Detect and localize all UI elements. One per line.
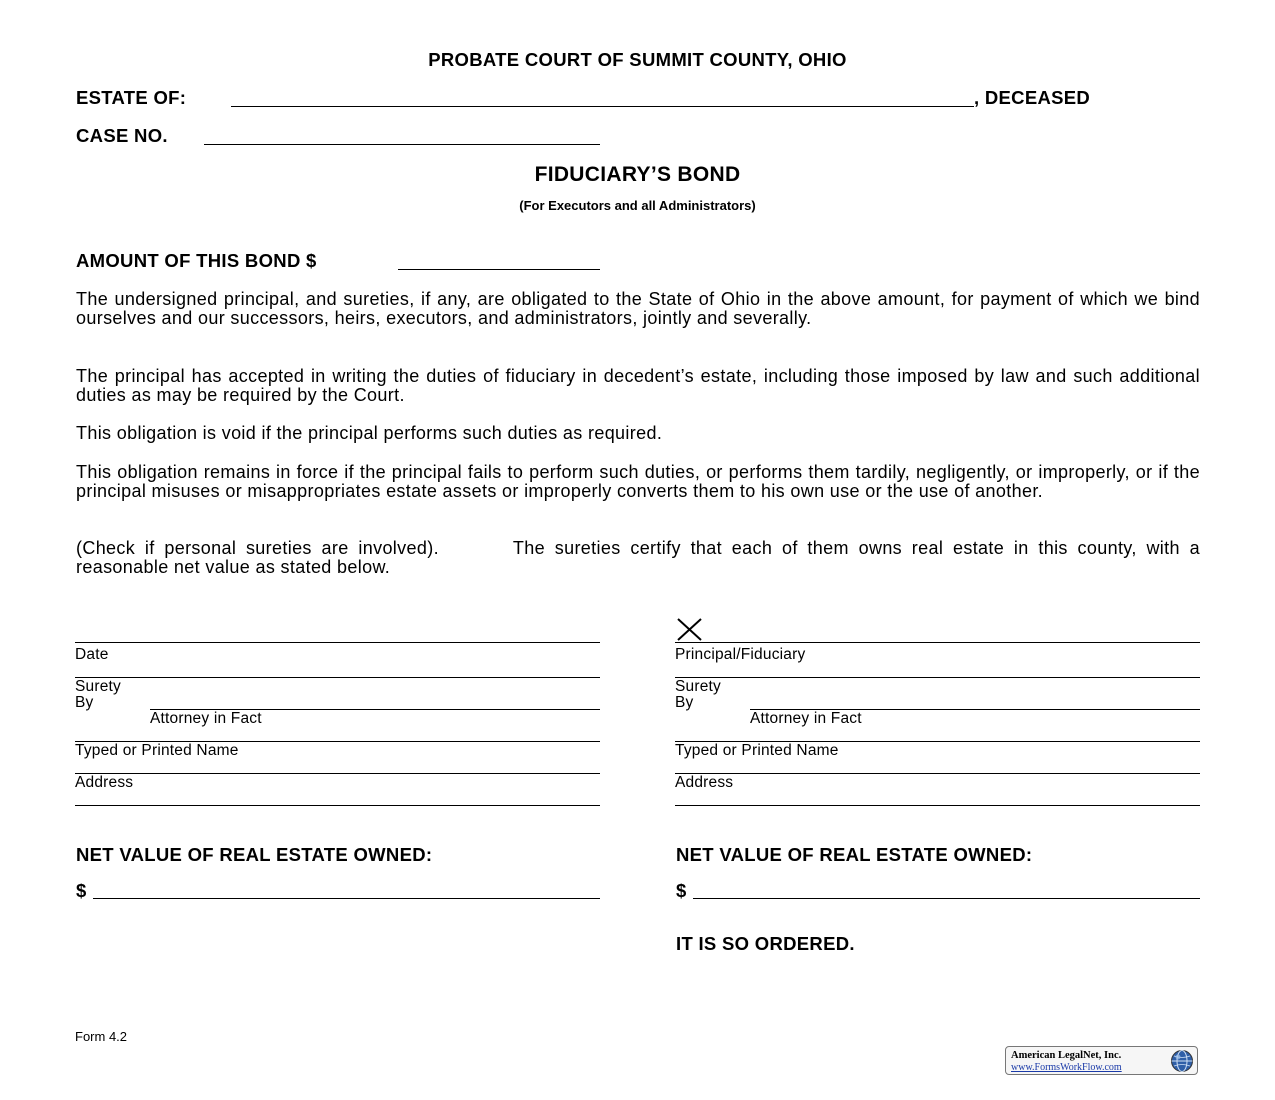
court-name: PROBATE COURT OF SUMMIT COUNTY, OHIO	[428, 49, 847, 70]
right-address-line[interactable]	[675, 773, 1200, 774]
right-surety-label: Surety	[675, 678, 721, 695]
principal-label: Principal/Fiduciary	[675, 646, 806, 663]
left-net-value-heading: NET VALUE OF REAL ESTATE OWNED:	[76, 844, 433, 865]
left-net-value-field[interactable]	[93, 898, 600, 899]
right-by-label: By	[675, 694, 694, 711]
right-typed-name-label: Typed or Printed Name	[675, 742, 839, 759]
case-number-label: CASE NO.	[76, 125, 168, 146]
estate-name-field[interactable]	[231, 106, 974, 107]
sureties-certify-text: The sureties certify that each of them owns real estate in this county, with a reasonable net value as stated below.	[76, 538, 1200, 578]
right-dollar-sign: $	[676, 880, 687, 901]
right-surety-top-line	[675, 677, 1200, 678]
right-address-line-2[interactable]	[675, 805, 1200, 806]
signature-x-mark	[676, 617, 704, 643]
duties-paragraph: The principal has accepted in writing the duties of fiduciary in decedent’s estate, including those imposed by law and such additional duties as may be required by the Court.	[76, 366, 1200, 406]
sureties-paragraph	[76, 539, 1200, 577]
left-surety-label: Surety	[75, 678, 121, 695]
form-title: FIDUCIARY’S BOND	[534, 163, 741, 186]
left-address-line-2[interactable]	[75, 805, 600, 806]
deceased-label: , DECEASED	[974, 87, 1091, 108]
right-net-value-heading: NET VALUE OF REAL ESTATE OWNED:	[676, 844, 1033, 865]
logo-website-link[interactable]: www.FormsWorkFlow.com	[1011, 1062, 1122, 1073]
right-net-value-field[interactable]	[693, 898, 1200, 899]
left-by-label: By	[75, 694, 94, 711]
force-paragraph: This obligation remains in force if the principal fails to perform such duties, or performs them tardily, negligently, or improperly, or if the principal misuses or misappropriates estate assets or improperly converts them to his own use or the use of another.	[76, 462, 1200, 502]
right-attorney-label: Attorney in Fact	[750, 710, 862, 727]
logo-company-name: American LegalNet, Inc.	[1011, 1050, 1122, 1061]
left-surety-top-line	[75, 677, 600, 678]
so-ordered-text: IT IS SO ORDERED.	[676, 933, 855, 954]
left-address-line[interactable]	[75, 773, 600, 774]
form-subtitle: (For Executors and all Administrators)	[519, 198, 756, 213]
left-address-label: Address	[75, 774, 134, 791]
x-icon	[676, 617, 704, 643]
obligation-paragraph: The undersigned principal, and sureties, if any, are obligated to the State of Ohio in the above amount, for payment of which we bind ourselves and our successors, heirs, executors, and administrators, jointly and severally.	[76, 289, 1200, 329]
estate-label: ESTATE OF:	[76, 87, 187, 108]
sureties-check-label: (Check if personal sureties are involved).	[76, 538, 439, 558]
globe-icon	[1170, 1049, 1194, 1073]
date-label: Date	[75, 646, 109, 663]
left-dollar-sign: $	[76, 880, 87, 901]
void-paragraph: This obligation is void if the principal performs such duties as required.	[76, 423, 663, 443]
left-typed-name-label: Typed or Printed Name	[75, 742, 239, 759]
bond-amount-label: AMOUNT OF THIS BOND $	[76, 250, 317, 271]
case-number-field[interactable]	[204, 144, 600, 145]
bond-amount-field[interactable]	[398, 269, 600, 270]
principal-signature-line[interactable]	[675, 642, 1200, 643]
left-attorney-label: Attorney in Fact	[150, 710, 262, 727]
publisher-logo[interactable]	[1005, 1046, 1198, 1075]
right-address-label: Address	[675, 774, 734, 791]
date-line[interactable]	[75, 642, 600, 643]
form-number: Form 4.2	[75, 1029, 128, 1044]
